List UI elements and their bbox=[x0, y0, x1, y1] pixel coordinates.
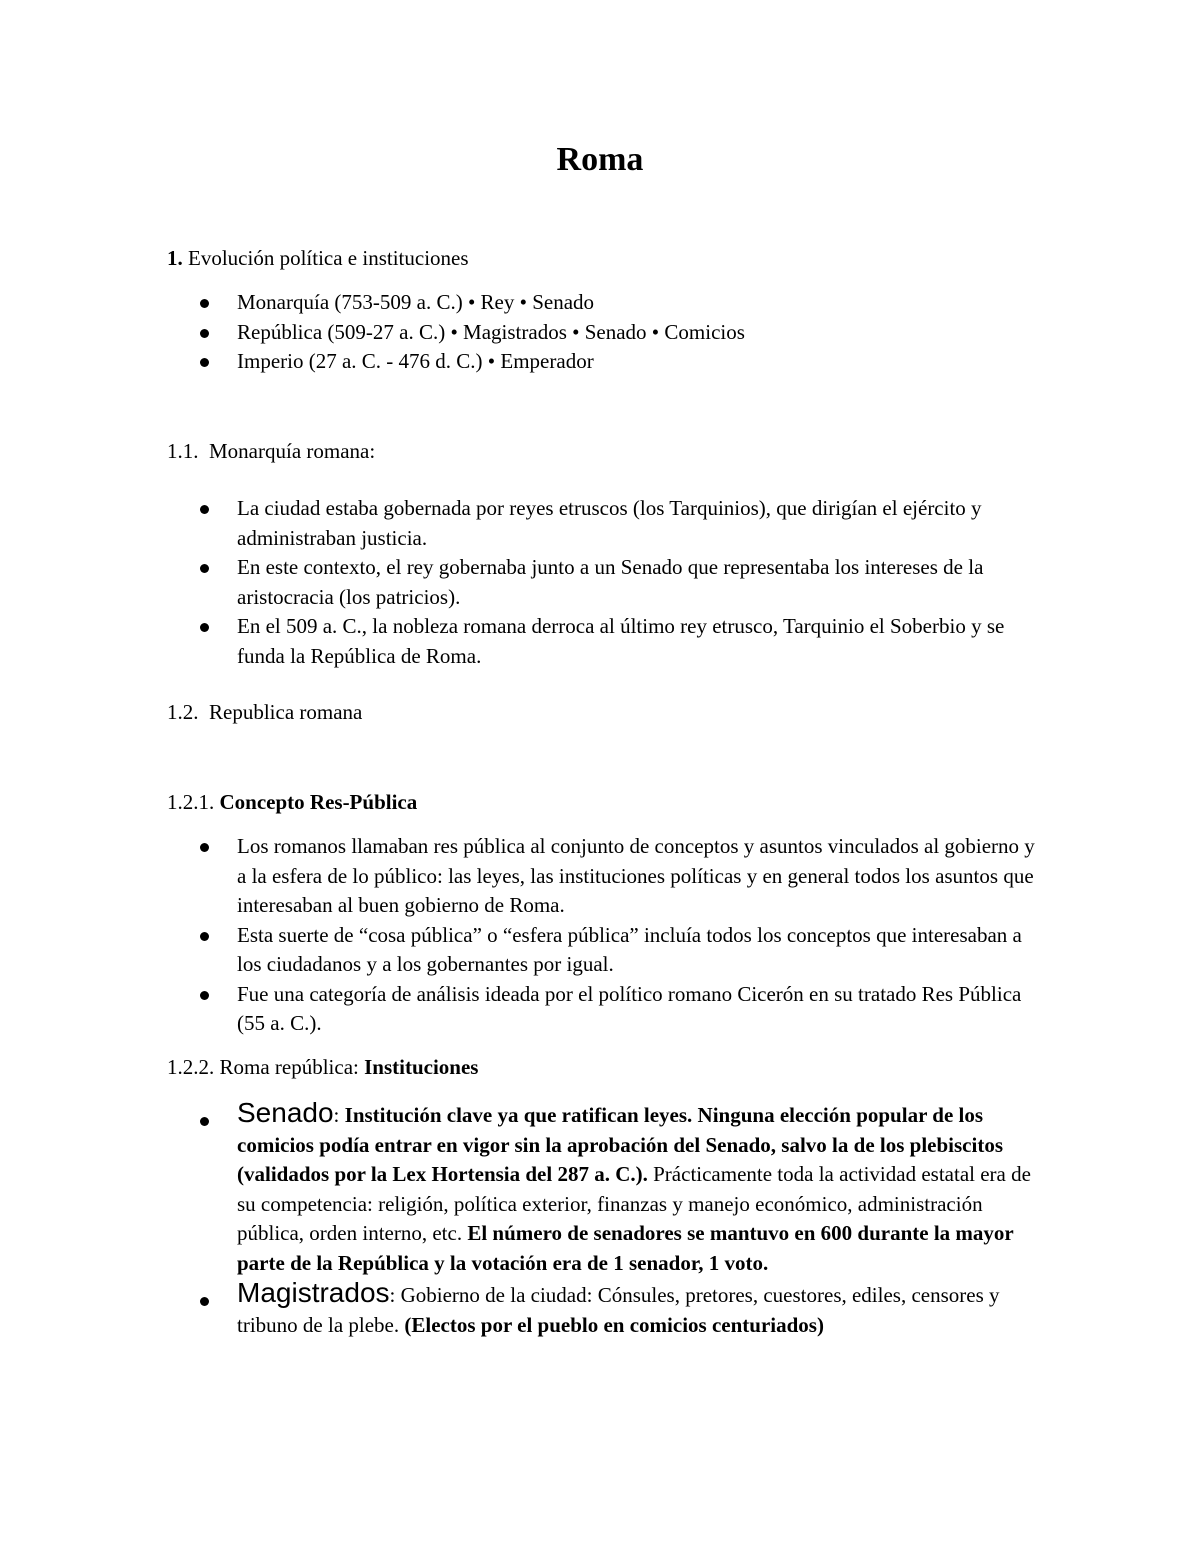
section-1-2-2-heading bbox=[167, 1052, 478, 1082]
section-number: 1.2.2. bbox=[167, 1055, 220, 1079]
senado-text: Prácticamente toda la actividad estatal era de su competencia: religión, política exterior, finanzas y manejo económico, administración pública, orden interno, etc. bbox=[237, 1162, 1031, 1245]
section-number: 1. bbox=[167, 246, 183, 270]
list-item: Monarquía (753-509 a. C.) • Rey • Senado bbox=[0, 288, 1037, 318]
section-title: Evolución política e instituciones bbox=[182, 246, 469, 270]
list-item: Fue una categoría de análisis ideada por el político romano Cicerón en su tratado Res Pública (55 a. C.). bbox=[0, 980, 1037, 1039]
section-title-bold: Instituciones bbox=[364, 1055, 479, 1079]
section-1-1-heading bbox=[167, 436, 375, 466]
list-item: Imperio (27 a. C. - 476 d. C.) • Emperador bbox=[0, 347, 1037, 377]
section-title: Roma república: bbox=[219, 1055, 365, 1079]
section-1-2-1-list bbox=[0, 832, 1037, 1039]
magistrados-colon: : bbox=[389, 1283, 401, 1307]
section-1-heading bbox=[167, 243, 469, 273]
section-1-2-heading bbox=[167, 697, 362, 727]
magistrados-item bbox=[0, 1278, 1037, 1340]
section-number: 1.1. bbox=[167, 439, 199, 463]
instituciones-list bbox=[0, 1098, 1037, 1340]
senado-term: Senado bbox=[237, 1097, 334, 1128]
section-number: 1.2. bbox=[167, 700, 199, 724]
magistrados-text: Gobierno de la ciudad: Cónsules, pretores, cuestores, ediles, censores y tribuno de la plebe. bbox=[237, 1283, 1000, 1337]
list-item: Los romanos llamaban res pública al conjunto de conceptos y asuntos vinculados al gobierno y a la esfera de lo público: las leyes, las instituciones políticas y en general todos los asuntos que interesaban al buen gobierno de Roma. bbox=[0, 832, 1037, 921]
list-item: En el 509 a. C., la nobleza romana derroca al último rey etrusco, Tarquinio el Soberbio y se funda la República de Roma. bbox=[0, 612, 1037, 671]
section-title: Concepto Res-Pública bbox=[219, 790, 418, 814]
section-1-list bbox=[0, 288, 1037, 377]
senado-bold-text-2: El número de senadores se mantuvo en 600 durante la mayor parte de la República y la votación era de 1 senador, 1 voto. bbox=[237, 1221, 1014, 1275]
document-title: Roma bbox=[556, 141, 644, 178]
list-item: La ciudad estaba gobernada por reyes etruscos (los Tarquinios), que dirigían el ejército y administraban justicia. bbox=[0, 494, 1037, 553]
section-title: Monarquía romana: bbox=[209, 439, 376, 463]
list-item: Esta suerte de “cosa pública” o “esfera pública” incluía todos los conceptos que interesaban a los ciudadanos y a los gobernantes por igual. bbox=[0, 921, 1037, 980]
section-number: 1.2.1. bbox=[167, 790, 220, 814]
section-1-2-1-heading bbox=[167, 787, 417, 817]
senado-item bbox=[0, 1098, 1037, 1278]
list-item: República (509-27 a. C.) • Magistrados • Senado • Comicios bbox=[0, 318, 1037, 348]
senado-bold-text-1: Institución clave ya que ratifican leyes. Ninguna elección popular de los comicios podía entrar en vigor sin la aprobación del Senado, salvo la de los plebiscitos (validados por la Lex Hortensia del 287 a. C.). bbox=[237, 1103, 1003, 1186]
section-1-1-list bbox=[0, 494, 1037, 671]
list-item: En este contexto, el rey gobernaba junto a un Senado que representaba los intereses de la aristocracia (los patricios). bbox=[0, 553, 1037, 612]
magistrados-term: Magistrados bbox=[237, 1277, 390, 1308]
section-title: Republica romana bbox=[209, 700, 363, 724]
magistrados-bold-text: (Electos por el pueblo en comicios centuriados) bbox=[404, 1312, 824, 1337]
senado-colon: : bbox=[333, 1103, 345, 1127]
